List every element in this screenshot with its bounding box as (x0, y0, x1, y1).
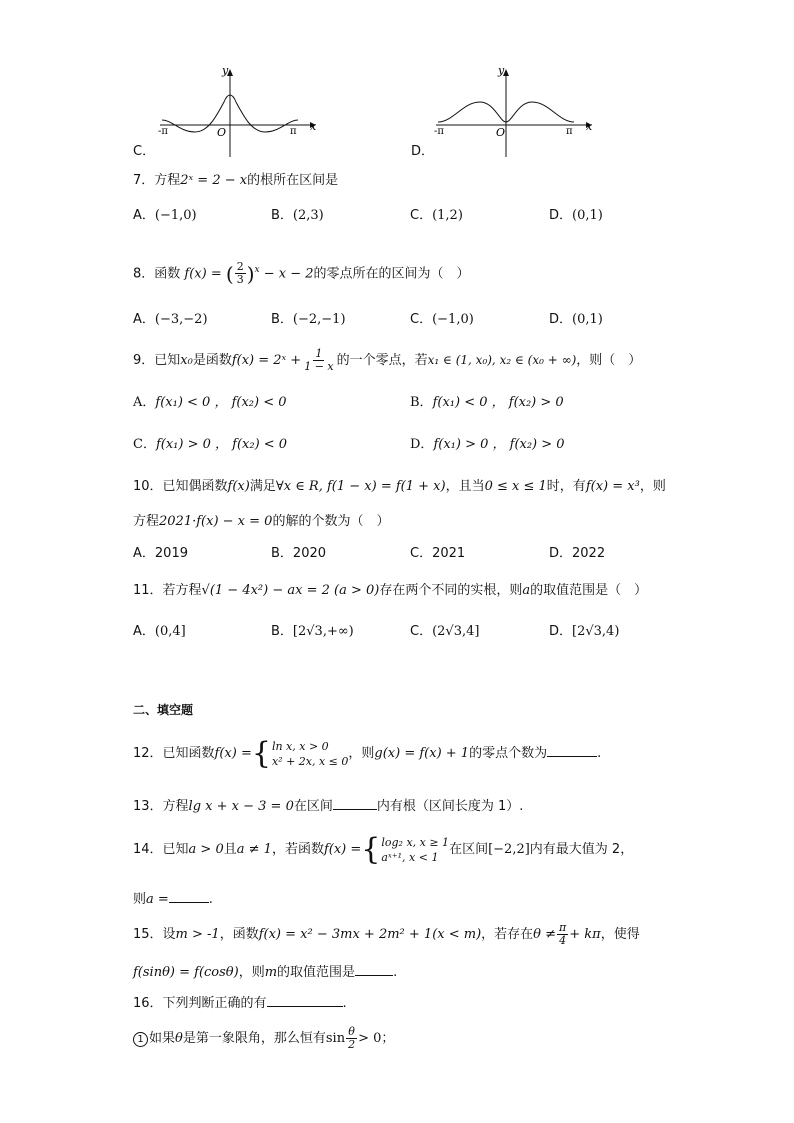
option-letter: D． (549, 312, 573, 327)
q14-line2: 则 (133, 892, 147, 907)
fraction-denominator: 4 (559, 934, 567, 947)
question-9 (133, 345, 641, 375)
q11-equation: √(1 − 4x²) − ax = 2 (a > 0) (201, 583, 380, 598)
option-text: f(x₁) > 0 ， f(x₂) > 0 (433, 437, 565, 452)
question-10 (133, 479, 666, 495)
q15-line2: f(sinθ) = f(cosθ) (133, 965, 239, 980)
graph-c-left-tick: -π (158, 126, 168, 137)
graph-d (428, 62, 608, 160)
option-text: (−3,−2) (154, 312, 208, 327)
q9-fraction (302, 348, 335, 373)
case-1: log₂ x, x ≥ 1 (381, 835, 450, 849)
q15-answer-blank[interactable] (355, 963, 393, 976)
question-14-line2 (133, 890, 213, 908)
q12-answer-blank[interactable] (547, 744, 597, 757)
item1-sin: sin (325, 1031, 346, 1046)
fraction-numerator: π (559, 921, 567, 934)
q7-option-b[interactable] (271, 208, 324, 224)
option-text: (2,3) (292, 208, 324, 223)
question-10-line2 (133, 514, 389, 530)
option-text: [2√3,+∞) (292, 624, 354, 639)
q14-a-eq: a = (146, 892, 169, 907)
q9-x0: x₀ (180, 353, 193, 368)
option-text: f(x₁) < 0 ， f(x₂) < 0 (155, 395, 287, 410)
q12-head: 12．已知函数 (133, 746, 215, 761)
q11-a: a (522, 583, 531, 598)
q14-answer-blank[interactable] (169, 890, 209, 903)
graph-c-right-tick: π (290, 126, 297, 137)
q15-mid2: ，若存在 (481, 927, 534, 942)
option-text: f(x₁) < 0 ， f(x₂) > 0 (432, 395, 564, 410)
q8-left-paren: ( (225, 261, 234, 286)
option-letter: B． (410, 395, 433, 410)
q8-fraction (235, 261, 246, 286)
q9-mid2: 的一个零点，若 (336, 353, 428, 368)
option-text: (−2,−1) (292, 312, 346, 327)
option-letter: B． (271, 546, 293, 561)
fraction-numerator: θ (348, 1025, 355, 1038)
q12-brace: { (251, 735, 271, 771)
q15-m: m (264, 965, 278, 980)
option-letter: C． (410, 312, 433, 327)
option-letter: A． (133, 624, 155, 639)
q13-tail: 内有根（区间长度为 1）. (376, 799, 524, 814)
q8-option-a[interactable] (133, 312, 208, 328)
option-text: 2020 (292, 546, 327, 561)
question-14 (133, 831, 633, 869)
q11-tail: 的取值范围是（ ） (530, 583, 648, 598)
q14-head: 14．已知 (133, 842, 189, 857)
q15-tail: ，使得 (600, 927, 640, 942)
q14-mid2: ，若函数 (271, 842, 324, 857)
q11-option-c[interactable] (410, 624, 479, 640)
q15-theta: θ ≠ (533, 927, 557, 942)
q10-equation: 2021·f(x) − x = 0 (159, 514, 273, 529)
q12-end: . (597, 746, 602, 761)
q10-range: 0 ≤ x ≤ 1 (484, 479, 547, 494)
option-text: (0,1) (572, 312, 603, 327)
q15-fx: f(x) = x² − 3mx + 2m² + 1(x < m) (258, 927, 482, 942)
q10-head: 10．已知偶函数 (133, 479, 228, 494)
q8-rest: − x − 2 (259, 266, 314, 282)
q15-line2c: 的取值范围是 (277, 965, 356, 980)
q9-fx: f(x) = 2ˣ + (231, 353, 302, 368)
graph-c (150, 62, 330, 160)
graph-c-origin: O (217, 126, 227, 139)
q8-option-d[interactable] (549, 312, 603, 328)
q14-end: . (208, 892, 213, 907)
q9-condition: x₁ ∈ (1, x₀), x₂ ∈ (x₀ + ∞) (427, 353, 577, 367)
graph-c-label: C． (133, 144, 156, 159)
option-letter: A． (133, 395, 156, 410)
question-7 (133, 173, 338, 189)
q12-tail: 的零点个数为 (469, 746, 548, 761)
fraction-denominator: 3 (236, 273, 244, 287)
q15-line2b: ，则 (238, 965, 265, 980)
graph-d-x-label: x (586, 120, 593, 133)
q8-exponent: x (254, 265, 260, 275)
q16-answer-blank[interactable] (267, 994, 343, 1007)
option-letter: D． (549, 546, 573, 561)
question-15-line2 (133, 963, 397, 981)
q10-tail: ，则 (639, 479, 666, 494)
q15-cond: m > -1 (175, 927, 220, 942)
q15-mid1: ，函数 (219, 927, 259, 942)
option-text: [2√3,4) (572, 624, 620, 639)
graph-d-left-tick: -π (434, 126, 444, 137)
q15-head: 15．设 (133, 927, 176, 942)
q11-option-b[interactable] (271, 624, 354, 640)
case-1: ln x, x > 0 (271, 739, 329, 753)
q14-cond2: a ≠ 1 (236, 842, 272, 857)
option-letter: D． (549, 624, 573, 639)
q8-option-b[interactable] (271, 312, 346, 328)
q13-equation: lg x + x − 3 = 0 (188, 799, 294, 814)
item1-rest: > 0 (358, 1031, 382, 1046)
item1-text: 如果 (149, 1031, 176, 1046)
q13-answer-blank[interactable] (333, 797, 377, 810)
q10-option-b[interactable] (271, 546, 326, 562)
q9-head: 9．已知 (133, 353, 181, 368)
q14-interval: [−2,2] (488, 842, 530, 857)
q10-condition: ∀x ∈ R, f(1 − x) = f(1 + x) (275, 479, 446, 494)
question-16 (133, 994, 347, 1012)
q10-mid2: ，且当 (445, 479, 485, 494)
q12-fx: f(x) = (214, 746, 252, 761)
option-letter: A． (133, 546, 155, 561)
question-13 (133, 797, 523, 815)
q11-mid: 存在两个不同的实根，则 (379, 583, 523, 598)
case-2: aˣ⁺¹, x < 1 (381, 850, 439, 864)
q14-mid3: 在区间 (449, 842, 489, 857)
option-letter: C． (410, 546, 433, 561)
item1-theta: θ (175, 1031, 183, 1046)
q14-brace: { (361, 831, 381, 867)
statement-1 (133, 1022, 394, 1056)
option-text: (1,2) (432, 208, 463, 223)
q13-mid: 在区间 (293, 799, 333, 814)
circled-number-1: 1 (133, 1032, 148, 1047)
q11-option-d[interactable] (549, 624, 619, 640)
q9-option-d[interactable] (410, 437, 565, 453)
option-letter: A． (133, 208, 155, 223)
option-letter: B． (271, 312, 293, 327)
option-text: f(x₁) > 0 ， f(x₂) < 0 (155, 437, 288, 452)
q10-mid3: 时，有 (546, 479, 586, 494)
q10-line2b: 的解的个数为（ ） (272, 514, 390, 529)
option-letter: D． (410, 437, 434, 452)
q9-option-a[interactable] (133, 395, 287, 411)
q7-option-d[interactable] (549, 208, 603, 224)
option-letter: A． (133, 312, 155, 327)
option-text: 2022 (572, 546, 606, 561)
q9-option-c[interactable] (133, 437, 287, 453)
q7-tail: 的根所在区间是 (247, 173, 339, 188)
q7-equation: 2ˣ = 2 − x (180, 173, 248, 188)
option-text: (−1,0) (154, 208, 197, 223)
q11-option-a[interactable] (133, 624, 186, 640)
fraction-numerator: 1 (315, 347, 323, 360)
question-8 (133, 253, 470, 287)
q12-mid: ，则 (348, 746, 375, 761)
q14-cases (381, 835, 449, 865)
q8-tail: 的零点所在的区间为（ ） (313, 266, 470, 282)
q16-head: 16．下列判断正确的有 (133, 996, 267, 1011)
option-text: (0,4] (154, 624, 186, 639)
q11-head: 11．若方程 (133, 583, 202, 598)
option-text: 2021 (432, 546, 466, 561)
option-letter: D． (549, 208, 573, 223)
q10-mid1: 满足 (249, 479, 276, 494)
option-letter: C． (410, 624, 433, 639)
option-text: 2019 (154, 546, 188, 561)
q8-num: 8．函数 (133, 266, 181, 282)
item1-end: ； (381, 1031, 395, 1046)
q12-cases (272, 739, 348, 769)
option-text: (−1,0) (432, 312, 474, 327)
q7-option-c[interactable] (410, 208, 463, 224)
item1-mid: 是第一象限角，那么恒有 (182, 1031, 326, 1046)
q7-option-a[interactable] (133, 208, 197, 224)
q10-f: f(x) (227, 479, 250, 494)
option-letter: C． (133, 437, 156, 452)
q10-option-d[interactable] (549, 546, 605, 562)
q13-head: 13．方程 (133, 799, 189, 814)
q10-option-a[interactable] (133, 546, 188, 562)
q14-mid1: 且 (223, 842, 237, 857)
q10-option-c[interactable] (410, 546, 465, 562)
q7-num: 7．方程 (133, 173, 181, 188)
q15-end: . (393, 965, 398, 980)
q10-line2a: 方程 (133, 514, 160, 529)
option-text: (2√3,4] (432, 624, 480, 639)
q9-mid1: 是函数 (192, 353, 232, 368)
item1-fraction (346, 1026, 357, 1051)
graph-d-origin: O (496, 126, 506, 139)
q14-fx: f(x) = (323, 842, 362, 857)
section-heading: 二、填空题 (133, 703, 194, 717)
question-15 (133, 920, 640, 950)
option-letter: B． (271, 208, 293, 223)
fraction-denominator: 2 (348, 1038, 356, 1051)
option-letter: C． (410, 208, 433, 223)
q15-k: + kπ (569, 927, 601, 942)
graph-d-y-label: y (498, 64, 505, 77)
q10-definition: f(x) = x³ (585, 479, 640, 494)
q15-fraction (557, 922, 568, 947)
q14-tail: 内有最大值为 2， (529, 842, 634, 857)
fraction-numerator: 2 (236, 260, 244, 274)
q8-right-paren: ) (246, 261, 255, 286)
graph-c-y-label: y (222, 64, 229, 77)
graph-c-x-label: x (310, 120, 317, 133)
q12-g: g(x) = f(x) + 1 (374, 746, 470, 761)
q8-fx: f(x) = (184, 266, 222, 282)
q14-cond1: a > 0 (188, 842, 224, 857)
case-2: x² + 2x, x ≤ 0 (271, 754, 349, 768)
option-letter: B． (271, 624, 293, 639)
graph-d-label: D． (411, 144, 435, 159)
q9-tail: ，则（ ） (576, 353, 642, 368)
graph-d-right-tick: π (566, 126, 573, 137)
option-text: (0,1) (572, 208, 603, 223)
q8-option-c[interactable] (410, 312, 474, 328)
fraction-denominator: 1 − x (304, 360, 334, 373)
q16-end: . (342, 996, 347, 1011)
question-11 (133, 583, 647, 599)
question-12 (133, 735, 601, 773)
q9-option-b[interactable] (410, 395, 564, 411)
